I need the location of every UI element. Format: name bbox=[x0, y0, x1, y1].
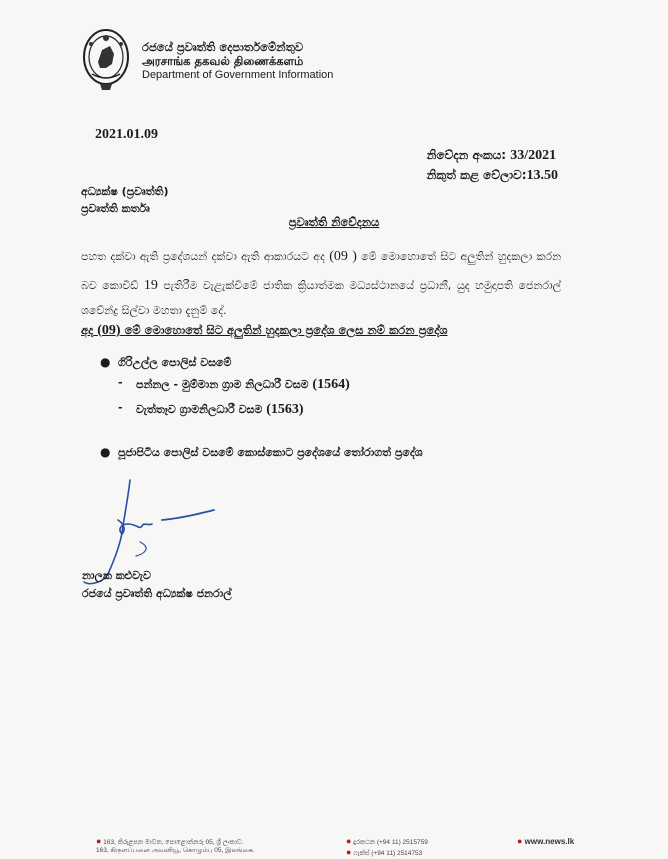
footer-bullet-icon: ● bbox=[346, 847, 352, 858]
dash-icon: - bbox=[118, 400, 123, 414]
signer-block bbox=[82, 567, 232, 603]
area-1-sublist bbox=[118, 373, 350, 422]
footer-address-line-1: 163, කිරුළපන මාවත, පොළොන්නරු 05, ශ්‍රී ලංකාව. bbox=[103, 839, 244, 846]
department-name-tamil: அரசாங்க தகவல் திணைக்களம் bbox=[142, 53, 304, 68]
department-name-sinhala: රජයේ ප්‍රවෘත්ති දෙපාර්තමේන්තුව bbox=[142, 40, 304, 54]
signer-name: නාලක කළුවැව bbox=[82, 569, 151, 582]
department-name-english: Department of Government Information bbox=[142, 68, 334, 81]
bullet-icon: ● bbox=[100, 445, 111, 459]
area-1-sub-2-code: (1563) bbox=[266, 401, 304, 417]
body-part-3: පැතිරීම වැළැක්වීමේ ජාතික ක්‍රියාත්මක මධ්‍යස්ථානයේ ප්‍රධානී, යුද හමුදාපති ජෙනරාල් ශවේන්ද්‍ර සිල්වා මහතා දැනුම් දේ. bbox=[81, 278, 561, 318]
website-link[interactable]: www.news.lk bbox=[524, 837, 575, 846]
list-item bbox=[100, 446, 423, 460]
issue-time-label: නිකුත් කළ වේලාව: bbox=[426, 168, 527, 183]
document-title-text: ප්‍රවෘත්ති නිවේදනය bbox=[288, 215, 380, 229]
area-1-sub-2-text: වැත්තෑව ග්‍රාමනිලධාරී වසම bbox=[136, 402, 263, 416]
footer-address bbox=[96, 836, 255, 855]
footer-bullet-icon: ● bbox=[96, 836, 102, 846]
footer-bullet-icon: ● bbox=[517, 836, 523, 846]
footer-bullet-icon: ● bbox=[346, 836, 352, 846]
addressee-block bbox=[81, 184, 169, 217]
notice-number-label: නිවේදන අංකය: bbox=[426, 148, 507, 162]
body-part-2: මේ මොහොතේ සිට අලුතින් හුදකලා කරන බව කොවිඩ් bbox=[81, 250, 561, 292]
subheading-rest: මේ මොහොතේ සිට අලුතින් හුදකලා ප්‍රදේශ ලෙස නම් කරන ප්‍රදේශ bbox=[124, 323, 448, 337]
isolation-areas-heading bbox=[81, 323, 448, 339]
subheading-day: (09) bbox=[97, 323, 121, 338]
footer-website bbox=[517, 836, 574, 847]
body-day: (09 ) bbox=[329, 249, 357, 264]
fax-label: ෆැක්ස් bbox=[353, 850, 370, 858]
footer-contact bbox=[346, 836, 428, 859]
subheading-prefix: අද bbox=[81, 323, 94, 337]
phone-label: දුරකථන bbox=[353, 839, 376, 846]
list-item bbox=[118, 373, 350, 398]
body-covid-number: 19 bbox=[143, 277, 158, 293]
addressee-line-2: ප්‍රවෘත්ති කර්තෘ bbox=[81, 201, 150, 215]
area-1-sub-1-text: පන්නල - මුම්මාන ග්‍රාම නිලධාරී වසම bbox=[136, 378, 309, 391]
area-1-name: ගිරිඋල්ල පොලිස් වසමේ bbox=[118, 356, 232, 369]
issue-time: 13.50 bbox=[526, 168, 558, 184]
issue-time-line bbox=[427, 166, 558, 186]
bullet-icon: ● bbox=[100, 355, 111, 369]
reference-block bbox=[427, 146, 558, 187]
notice-number-line bbox=[427, 146, 558, 166]
document-date: 2021.01.09 bbox=[95, 127, 158, 142]
dash-icon: - bbox=[118, 376, 123, 389]
department-name-block bbox=[142, 41, 333, 82]
area-2-name: පූජාපිටිය පොලිස් වසමේ කොස්කොට ප්‍රදේශයේ තෝරාගත් ප්‍රදේශ bbox=[118, 446, 423, 459]
list-item bbox=[118, 398, 350, 423]
document-title bbox=[0, 215, 668, 230]
signer-title: රජයේ ප්‍රවෘත්ති අධ්‍යක්ෂ ජනරාල් bbox=[82, 587, 232, 601]
area-1-sub-1-code: (1564) bbox=[312, 377, 350, 392]
footer-address-line-2: 163, கிருளப்பனை அவனியூ, கொழும்பு 05, இலங்கை. bbox=[96, 847, 255, 855]
body-part-1: පහත දක්වා ඇති ප්‍රදේශයන් දක්වා ඇති ආකාරයට අද bbox=[81, 250, 325, 263]
phone-number: (+94 11) 2515759 bbox=[376, 839, 428, 846]
fax-number: (+94 11) 2514753 bbox=[371, 850, 423, 858]
body-paragraph bbox=[81, 243, 561, 323]
notice-number: 33/2021 bbox=[510, 148, 557, 163]
isolation-area-list bbox=[100, 356, 350, 422]
sri-lanka-emblem-icon bbox=[80, 24, 132, 94]
list-item bbox=[100, 356, 350, 422]
addressee-line-1: අධ්‍යක්ෂ (ප්‍රවෘත්ති) bbox=[81, 185, 169, 198]
